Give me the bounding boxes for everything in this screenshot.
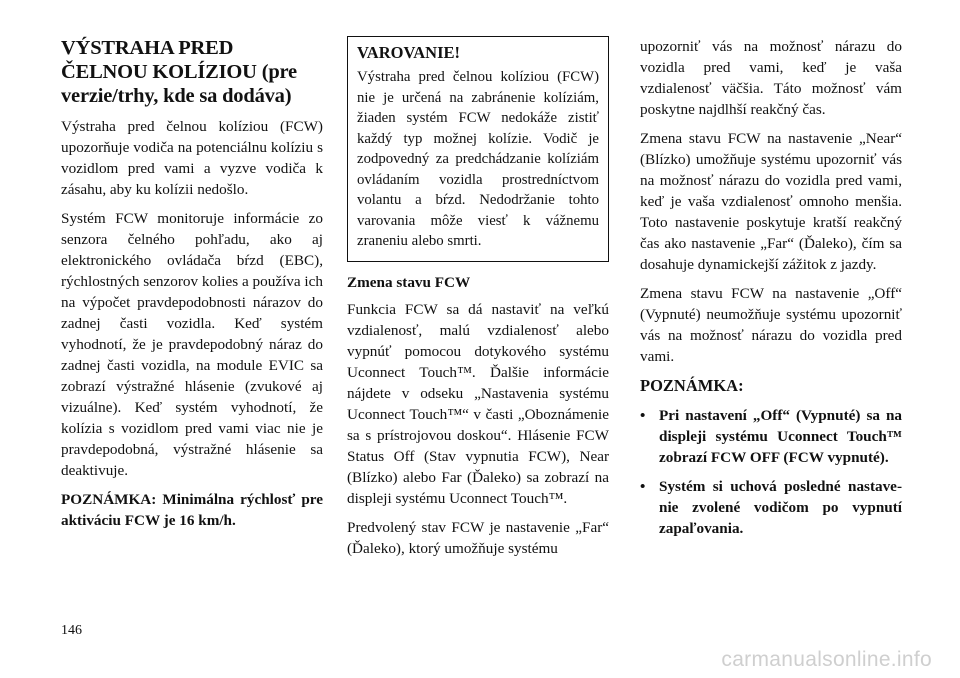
note-item-text: Systém si uchová posledné nastavenie zvolené vodičom po vypnutí zapaľovania. [659, 478, 902, 537]
note-heading: POZNÁMKA: [640, 376, 744, 395]
right-column [640, 36, 902, 547]
warning-title: VAROVANIE! [357, 43, 460, 62]
warning-text: Výstraha pred čelnou kolíziou (FCW) nie je určená na zabránenie kolíziám, žiaden systém FCW nedokáže zistiť každý typ možnej kolízie. Vodič je zodpovedný za predchádzanie kolíziám ovládaním vozidla prostredníctvom volantu a bŕzd. Nedodržanie tohto varovania môže viesť k vážnemu zraneniu alebo smrti. [357, 69, 599, 249]
speed-note: POZNÁMKA: Minimálna rýchlosť pre aktiváciu FCW je 16 km/h. [61, 491, 323, 529]
off-paragraph: Zmena stavu FCW na nastavenie „Off“ (Vypnuté) neumožňuje systému upozorniť vás na možnosť nárazu do vozidla pred vami. [640, 285, 902, 365]
far-continuation-paragraph: upozorniť vás na možnosť nárazu do vozidla pred vami, keď je vaša vzdialenosť väčšia. Táto možnosť vám poskytne najdlhší reakčný čas. [640, 38, 902, 118]
fcw-status-subhead: Zmena stavu FCW [347, 273, 471, 291]
near-paragraph: Zmena stavu FCW na nastavenie „Near“ (Blízko) umožňuje systému upozorniť vás na možnosť nárazu do vozidla pred vami, keď je vaša vzdialenosť omnoho menšia. Toto nastavenie poskytuje kratší reakčný čas ako nastavenie „Far“ (Ďaleko), čím sa dosahuje dynamickejší zážitok z jazdy. [640, 130, 902, 273]
note-list-item [640, 405, 902, 468]
warning-box [347, 36, 609, 262]
middle-column [347, 36, 609, 567]
title-line-1: VÝSTRAHA PRED [61, 37, 234, 59]
fcw-settings-paragraph: Funkcia FCW sa dá nastaviť na veľkú vzdialenosť, malú vzdialenosť alebo vypnúť pomocou dotykového systému Uconnect Touch™. Ďalšie informácie nájdete v odseku „Nastavenia systému Uconnect Touch™“ v časti „Oboznámenie sa s prístrojovou doskou“. Hlásenie FCW Status Off (Stav vypnutia FCW), Near (Blízko) alebo Far (Ďaleko) sa zobrazí na displeji systému Uconnect Touch™. [347, 300, 609, 507]
title-line-2: ČELNOU KOLÍZIOU (pre [61, 61, 297, 83]
left-column [61, 36, 323, 539]
system-paragraph: Systém FCW monitoruje informácie zo senzora čelného pohľadu, ako aj elektronického ovládača bŕzd (EBC), rýchlostných senzorov kolies a používa ich na výpočet pravdepodobnosti nárazov do zadnej časti vozidla. Keď systém vyhodnotí, že je pravdepodobný náraz do zadnej časti vozidla, na module EVIC sa zobrazí výstražné hlásenie (zvukové aj vizuálne). Keď systém vyhodnotí, že kolízia s vozidlom pred vami viac nie je pravdepodobná, výstražné hlásenie sa deaktivuje. [61, 210, 323, 479]
intro-paragraph: Výstraha pred čelnou kolíziou (FCW) upozorňuje vodiča na potenciálnu kolíziu s vozidlom pred vami a vyzve vodiča k zásahu, aby ku kolízii nedošlo. [61, 118, 323, 198]
note-list [640, 405, 902, 539]
default-state-paragraph: Predvolený stav FCW je nastavenie „Far“ (Ďaleko), ktorý umožňuje systému [347, 518, 609, 557]
page-number: 146 [61, 623, 82, 638]
note-item-text: Pri nastavení „Off“ (Vypnuté) sa na displeji systému Uconnect Touch™ zobrazí FCW OFF (FCW vypnuté). [659, 407, 902, 466]
bullet-icon: • [640, 478, 646, 495]
note-list-item [640, 476, 902, 539]
watermark: carmanualsonline.info [721, 648, 932, 671]
bullet-icon: • [640, 407, 646, 424]
section-title [61, 36, 323, 108]
title-line-3: verzie/trhy, kde sa dodáva) [61, 85, 292, 107]
